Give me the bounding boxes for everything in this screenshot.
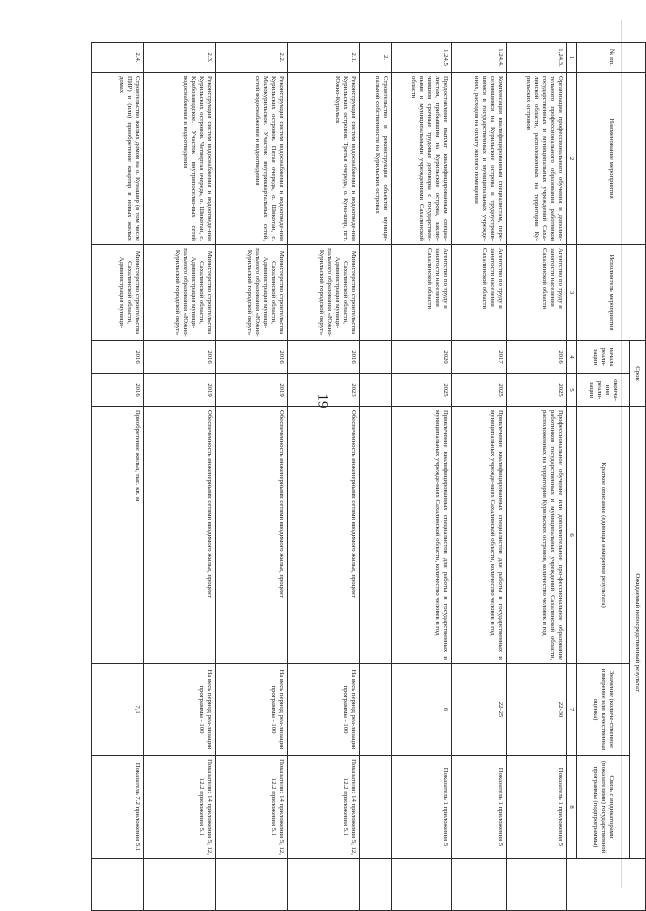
header-start: начала реали-зации: [577, 341, 630, 374]
measure-name: Компенсация квалифицированным специалистам, пере-селившимся на Курильские острова и трудоустроив-шимся в государственных и муниципальных учрежде-ниях, расходов на оплату жилого помещения: [452, 73, 507, 245]
row-number: 1.24.3.: [507, 43, 567, 73]
start-year: 2017: [452, 341, 507, 374]
section-row: [360, 43, 392, 911]
end-year: 2025: [507, 374, 567, 407]
result-value: 22-25: [452, 664, 507, 756]
row-number: 1.24.4.: [452, 43, 507, 73]
row-number: 2.3.: [144, 43, 216, 73]
indicator-link: Показатель 1 приложения 5: [507, 756, 567, 859]
measure-name: Реконструкция систем водоснабжения и водоотведе-ния Курильских островов. Четвертая очередь, о. Шикотан, с. Крабозаводское. Участок внутрипоселко-вых сетей водоснабжения и водоотведения: [144, 73, 216, 245]
empty-cell: [452, 859, 507, 911]
indicator-link: Показатель 1 приложения 5: [452, 756, 507, 859]
empty-cell: [360, 374, 392, 407]
result-value: На весь период реа-лизации программы - 100: [144, 664, 216, 756]
measure-executor: Министерство строительства Сахалинской области, Администрация муници-пального образования «Южно-Курильский городской округ»: [144, 245, 216, 341]
measure-executor: Министерство строительства Сахалинской области, Администрация муници-: [92, 245, 144, 341]
column-number: 3: [567, 245, 577, 341]
end-year: 2025: [452, 374, 507, 407]
indicator-link: Показатели: 14 приложения 5, 12, 12.2 приложения 5.1: [144, 756, 216, 859]
measures-table: [91, 42, 646, 911]
measure-executor: Министерство строительства Сахалинской области, Администрация муници-пального образования «Южно-Курильский городской округ»: [216, 245, 288, 341]
empty-cell: [360, 245, 392, 341]
measure-executor: Агентство по труду и занятости населения Сахалинской области: [392, 245, 452, 341]
table-row: [288, 43, 360, 911]
empty-cell: [92, 859, 144, 911]
result-description: Обеспеченность инженерными сетями вводимого жилья, процент: [288, 407, 360, 664]
table-row: [216, 43, 288, 911]
empty-cell: [360, 664, 392, 756]
header-executor: Исполнитель мероприятия: [577, 245, 646, 341]
row-number: 2.4.: [92, 43, 144, 73]
table-row: [144, 43, 216, 911]
row-number: 2.2.: [216, 43, 288, 73]
header-name: Наименование мероприятия: [577, 73, 646, 245]
row-number: 2.1.: [288, 43, 360, 73]
measure-executor: Агентство по труду и занятости населения Сахалинской области: [507, 245, 567, 341]
measure-name: Предоставление выплат квалифицированным специа-листам, прибывшим на Курильские острова, заклю-чившим срочные трудовые договоры с государствен-ными и муниципальными учреждениями Сахалинской области: [392, 73, 452, 245]
header-value: Значение (количе-ственное измерение или качественная оценка): [577, 664, 630, 756]
end-year: 2025: [392, 374, 452, 407]
result-value: На весь период реа-лизации программы - 100: [216, 664, 288, 756]
start-year: 2016: [507, 341, 567, 374]
start-year: 2016: [92, 341, 144, 374]
header-no: № пп.: [577, 43, 646, 73]
empty-cell: [288, 859, 360, 911]
column-number: 6: [567, 407, 577, 664]
column-number: 5: [567, 374, 577, 407]
start-year: 2020: [392, 341, 452, 374]
column-number: 4: [567, 341, 577, 374]
indicator-link: Показатели: 14 приложения 5, 12, 12.2 приложения 5.1: [288, 756, 360, 859]
rotated-table-container: [91, 42, 646, 910]
column-number: 2: [567, 73, 577, 245]
end-year: 2019: [216, 374, 288, 407]
page-number: 19: [314, 393, 331, 409]
table-row: [452, 43, 507, 911]
start-year: 2016: [216, 341, 288, 374]
row-number: 1.24.5: [392, 43, 452, 73]
result-value: На весь период реа-лизации программы - 100: [288, 664, 360, 756]
end-year: 2016: [92, 374, 144, 407]
start-year: 2016: [144, 341, 216, 374]
indicator-link: Показатель 7.2 приложения 5.1: [92, 756, 144, 859]
empty-cell: [507, 859, 567, 911]
header-end: оконча-ния реали-зации: [577, 374, 630, 407]
measure-executor: Министерство строительства Сахалинской области, Администрация муници-пального образования «Южно-Курильский городской округ»: [288, 245, 360, 341]
measure-name: Реконструкция систем водоснабжения и водоотведе-ния Курильских островов. Пятая очередь, о. Шикотан, с. Малокурильское. Участок внутриквартальных сетей, сетей водоснабжения и водоотведения: [216, 73, 288, 245]
section-number: 2.: [360, 43, 392, 73]
measure-executor: Агентство по труду и занятости населения Сахалинской области: [452, 245, 507, 341]
empty-cell: [360, 341, 392, 374]
header-link: Связь с индикаторами (показателями) государственной программы (подпрограммы): [577, 756, 630, 859]
header-term: Срок: [630, 341, 646, 407]
result-description: Привлечение квалифицированных специалистов для работы в государственных и муниципальных учрежде-ниях Сахалинской области, количество человек в год: [392, 407, 452, 664]
result-description: Привлечение квалифицированных специалистов для работы в государственных и муниципальных учрежде-ниях Сахалинской области, количество человек в год: [452, 407, 507, 664]
empty-cell: [360, 407, 392, 664]
result-value: 7,1: [92, 664, 144, 756]
result-description: Обеспеченность инженерными сетями вводимого жилья, процент: [144, 407, 216, 664]
header-blank: [567, 859, 646, 911]
empty-cell: [360, 859, 392, 911]
column-number: 1: [567, 43, 577, 73]
measure-name: Организация профессионального обучения и дополни-тельного профессионального образования работников государственных и муниципальных учреждений Саха-линской области, расположенных на территории Ку-рильских островов: [507, 73, 567, 245]
measure-name: Строительство жилых домов на о. Кунашир (в том числе ПИР) и (или) приобретение квартир в новых жилых домах: [92, 73, 144, 245]
empty-cell: [144, 859, 216, 911]
result-description: Обеспеченность инженерными сетями вводимого жилья, процент: [216, 407, 288, 664]
section-title: Строительство и реконструкция объектов муници-пальной собственности на Курильских островах: [360, 73, 392, 245]
measure-name: Реконструкция систем водоснабжения и водоотведе-ния Курильских островов. Третья очередь, о. Куна-шир, пгт. Южно-Курильск: [288, 73, 360, 245]
table-row: [392, 43, 452, 911]
column-number: 8: [567, 756, 577, 859]
result-description: Профессиональное обучение или дополнительное про-фессиональное образование работников государственных и муниципальных учреждений Сахалинской области, расположенных на территории Курильских островов, количество человек в год: [507, 407, 567, 664]
empty-cell: [392, 859, 452, 911]
indicator-link: Показатель 1 приложения 5: [392, 756, 452, 859]
result-description: Приобретение жилья, тыс. кв. м: [92, 407, 144, 664]
start-year: 2016: [288, 341, 360, 374]
end-year: 2019: [144, 374, 216, 407]
column-number: 7: [567, 664, 577, 756]
result-value: 6: [392, 664, 452, 756]
indicator-link: Показатели: 14 приложения 5, 12, 12.2 приложения 5.1: [216, 756, 288, 859]
header-brief: Краткое описание (единицы измерения результата): [577, 407, 630, 664]
table-row: [507, 43, 567, 911]
column-numbers-row: [567, 43, 577, 911]
result-value: 22-30: [507, 664, 567, 756]
empty-cell: [216, 859, 288, 911]
table-row: [92, 43, 144, 911]
empty-cell: [360, 756, 392, 859]
end-year: 2023: [288, 374, 360, 407]
header-result: Ожидаемый непосредственный результат: [630, 407, 646, 859]
